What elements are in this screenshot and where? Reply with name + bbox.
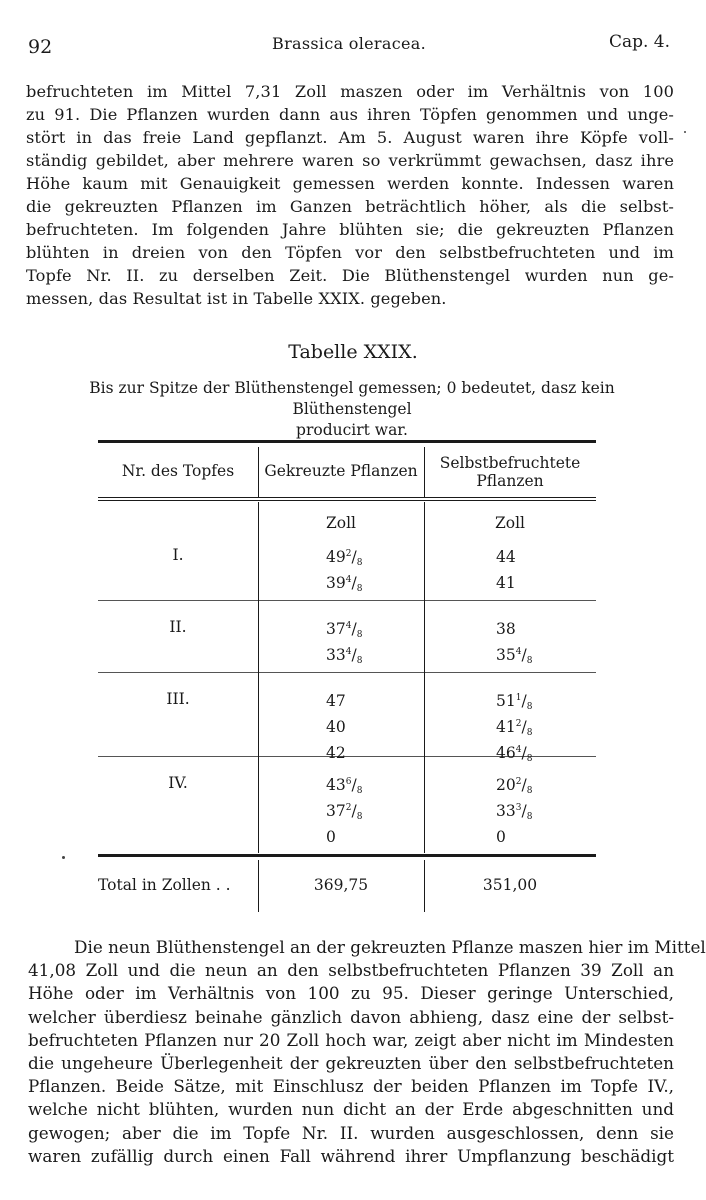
height-value	[496, 826, 532, 852]
value-whole: 47	[326, 692, 346, 710]
total-self: 351,00	[482, 876, 538, 894]
paragraph-intro	[26, 80, 674, 310]
text-line: gewogen; aber die im Topfe Nr. II. wurden ausgeschlossen, denn sie	[28, 1122, 674, 1143]
value-whole: 41	[496, 718, 516, 736]
fraction-numerator: 2	[345, 803, 352, 813]
text-line: die ungeheure Überlegenheit der gekreuzten über den selbstbefruchteten	[28, 1053, 674, 1074]
paragraph-results	[28, 936, 706, 1168]
text-line: Die neun Blüthenstengel an der gekreuzten Pflanze maszen hier im Mittel	[74, 937, 706, 957]
fraction-numerator: 3	[515, 803, 522, 813]
table-title: Tabelle XXIX.	[288, 341, 418, 363]
value-whole: 35	[496, 646, 516, 664]
value-whole: 51	[496, 692, 516, 710]
value-whole: 39	[326, 574, 346, 592]
crossed-values	[326, 618, 362, 670]
header-crossed: Gekreuzte Pflanzen	[264, 462, 418, 480]
pot-number: II.	[169, 618, 187, 636]
total-label: Total in Zollen . .	[98, 876, 231, 894]
fraction-numerator: 2	[515, 719, 522, 729]
text-line: Höhe oder im Verhältnis von 100 zu 95. Dieser geringe Unterschied,	[28, 983, 674, 1004]
column-divider	[424, 860, 425, 912]
text-line: waren zufällig durch einen Fall während ihrer Umpflanzung beschädigt	[28, 1145, 674, 1166]
row-separator	[98, 600, 596, 601]
fraction-slash: /	[351, 646, 357, 664]
height-value	[326, 774, 362, 800]
print-speck	[684, 131, 686, 133]
fraction-denominator: 8	[356, 558, 363, 568]
height-value	[326, 690, 346, 716]
total-crossed: 369,75	[313, 876, 369, 894]
fraction-denominator: 8	[526, 754, 533, 764]
header-pot-number: Nr. des Topfes	[121, 462, 235, 480]
value-whole: 46	[496, 744, 516, 762]
total-rule	[98, 854, 596, 857]
running-header	[28, 32, 670, 56]
header-self-line: Pflanzen	[476, 472, 544, 490]
height-value	[326, 716, 346, 742]
column-divider	[424, 447, 425, 497]
height-value	[326, 546, 362, 572]
fraction-denominator: 8	[356, 812, 363, 822]
fraction-slash: /	[521, 776, 527, 794]
fraction-numerator: 4	[515, 745, 522, 755]
value-whole: 40	[326, 718, 346, 736]
fraction-numerator: 4	[345, 621, 352, 631]
value-whole: 33	[326, 646, 346, 664]
data-table	[98, 440, 596, 916]
text-line: zu 91. Die Pflanzen wurden dann aus ihren Töpfen genommen und unge-	[26, 105, 674, 124]
self-values	[496, 774, 532, 852]
value-whole: 33	[496, 802, 516, 820]
crossed-values	[326, 690, 346, 768]
page-number: 92	[28, 36, 53, 58]
height-value	[496, 742, 532, 768]
fraction-numerator: 4	[345, 575, 352, 585]
text-line: welche nicht blühten, wurden nun dicht an der Erde abgeschnitten und	[28, 1099, 674, 1120]
fraction-slash: /	[351, 776, 357, 794]
self-values	[496, 690, 532, 768]
height-value	[326, 800, 362, 826]
text-line: welcher überdiesz beinahe gänzlich davon abhieng, dasz eine der selbst-	[28, 1006, 674, 1027]
fraction-numerator: 6	[345, 777, 352, 787]
fraction-slash: /	[521, 646, 527, 664]
pot-number: IV.	[168, 774, 188, 792]
text-line: befruchteten. Im folgenden Jahre blühten sie; die gekreuzten Pflanzen	[26, 220, 674, 239]
value-whole: 43	[326, 776, 346, 794]
column-divider	[258, 502, 259, 853]
fraction-slash: /	[351, 620, 357, 638]
chapter-label: Cap. 4.	[608, 32, 670, 52]
fraction-slash: /	[351, 802, 357, 820]
fraction-denominator: 8	[356, 656, 363, 666]
fraction-denominator: 8	[526, 702, 533, 712]
fraction-denominator: 8	[526, 812, 533, 822]
fraction-numerator: 4	[515, 647, 522, 657]
height-value	[496, 644, 532, 670]
height-value	[326, 572, 362, 598]
table-top-rule	[98, 440, 596, 443]
text-line: messen, das Resultat ist in Tabelle XXIX. gegeben.	[26, 289, 447, 308]
value-whole: 20	[496, 776, 516, 794]
pot-number: III.	[166, 690, 190, 708]
column-divider	[258, 860, 259, 912]
height-value	[496, 618, 532, 644]
fraction-numerator: 1	[515, 693, 522, 703]
self-values	[496, 618, 532, 670]
fraction-denominator: 8	[526, 656, 533, 666]
text-line: Pflanzen. Beide Sätze, mit Einschlusz der beiden Pflanzen im Topfe IV.,	[28, 1076, 674, 1097]
header-rule	[98, 500, 596, 501]
self-values	[496, 546, 516, 598]
fraction-denominator: 8	[356, 630, 363, 640]
header-self	[424, 454, 596, 490]
text-line: ständig gebildet, aber mehrere waren so verkrümmt gewachsen, dasz ihre	[26, 151, 674, 170]
header-self-line: Selbstbefruchtete	[439, 454, 581, 472]
text-line: befruchteten im Mittel 7,31 Zoll maszen oder im Verhältnis von 100	[26, 82, 674, 101]
fraction-slash: /	[521, 744, 527, 762]
column-divider	[258, 447, 259, 497]
fraction-numerator: 2	[345, 549, 352, 559]
height-value	[326, 618, 362, 644]
row-separator	[98, 672, 596, 673]
table-caption	[28, 378, 676, 441]
text-line: die gekreuzten Pflanzen im Ganzen beträchtlich höher, als die selbst-	[26, 197, 674, 216]
unit-crossed: Zoll	[325, 514, 357, 532]
value-whole: 41	[496, 574, 516, 592]
value-whole: 37	[326, 620, 346, 638]
text-line: stört in das freie Land gepflanzt. Am 5. August waren ihre Köpfe voll-	[26, 128, 674, 147]
value-whole: 42	[326, 744, 346, 762]
height-value	[496, 774, 532, 800]
fraction-slash: /	[351, 574, 357, 592]
value-whole: 0	[326, 828, 336, 846]
header-rule	[98, 497, 596, 498]
fraction-slash: /	[521, 718, 527, 736]
value-whole: 44	[496, 548, 516, 566]
value-whole: 0	[496, 828, 506, 846]
text-line: Höhe kaum mit Genauigkeit gemessen werden konnte. Indessen waren	[26, 174, 674, 193]
fraction-denominator: 8	[526, 728, 533, 738]
height-value	[326, 826, 362, 852]
text-line: 41,08 Zoll und die neun an den selbstbefruchteten Pflanzen 39 Zoll an	[28, 960, 674, 981]
value-whole: 49	[326, 548, 346, 566]
table-caption-line: Bis zur Spitze der Blüthenstengel gemessen; 0 bedeutet, dasz kein Blüthenstengel	[89, 379, 615, 418]
height-value	[496, 690, 532, 716]
print-speck	[62, 856, 65, 859]
text-line: befruchteten Pflanzen nur 20 Zoll hoch war, zeigt aber nicht im Mindesten	[28, 1029, 674, 1050]
height-value	[326, 742, 346, 768]
height-value	[496, 800, 532, 826]
table-caption-line: producirt war.	[296, 421, 408, 439]
value-whole: 38	[496, 620, 516, 638]
height-value	[496, 572, 516, 598]
fraction-slash: /	[521, 692, 527, 710]
crossed-values	[326, 546, 362, 598]
height-value	[496, 546, 516, 572]
fraction-slash: /	[351, 548, 357, 566]
fraction-denominator: 8	[526, 786, 533, 796]
fraction-denominator: 8	[356, 786, 363, 796]
running-title: Brassica oleracea.	[272, 34, 426, 53]
fraction-numerator: 4	[345, 647, 352, 657]
fraction-denominator: 8	[356, 584, 363, 594]
crossed-values	[326, 774, 362, 852]
fraction-slash: /	[521, 802, 527, 820]
pot-number: I.	[172, 546, 184, 564]
height-value	[496, 716, 532, 742]
text-line: blühten in dreien von den Töpfen vor den selbstbefruchteten und im	[26, 243, 674, 262]
value-whole: 37	[326, 802, 346, 820]
fraction-numerator: 2	[515, 777, 522, 787]
height-value	[326, 644, 362, 670]
column-divider	[424, 502, 425, 853]
unit-self: Zoll	[494, 514, 526, 532]
text-line: Topfe Nr. II. zu derselben Zeit. Die Blüthenstengel wurden nun ge-	[26, 266, 674, 285]
